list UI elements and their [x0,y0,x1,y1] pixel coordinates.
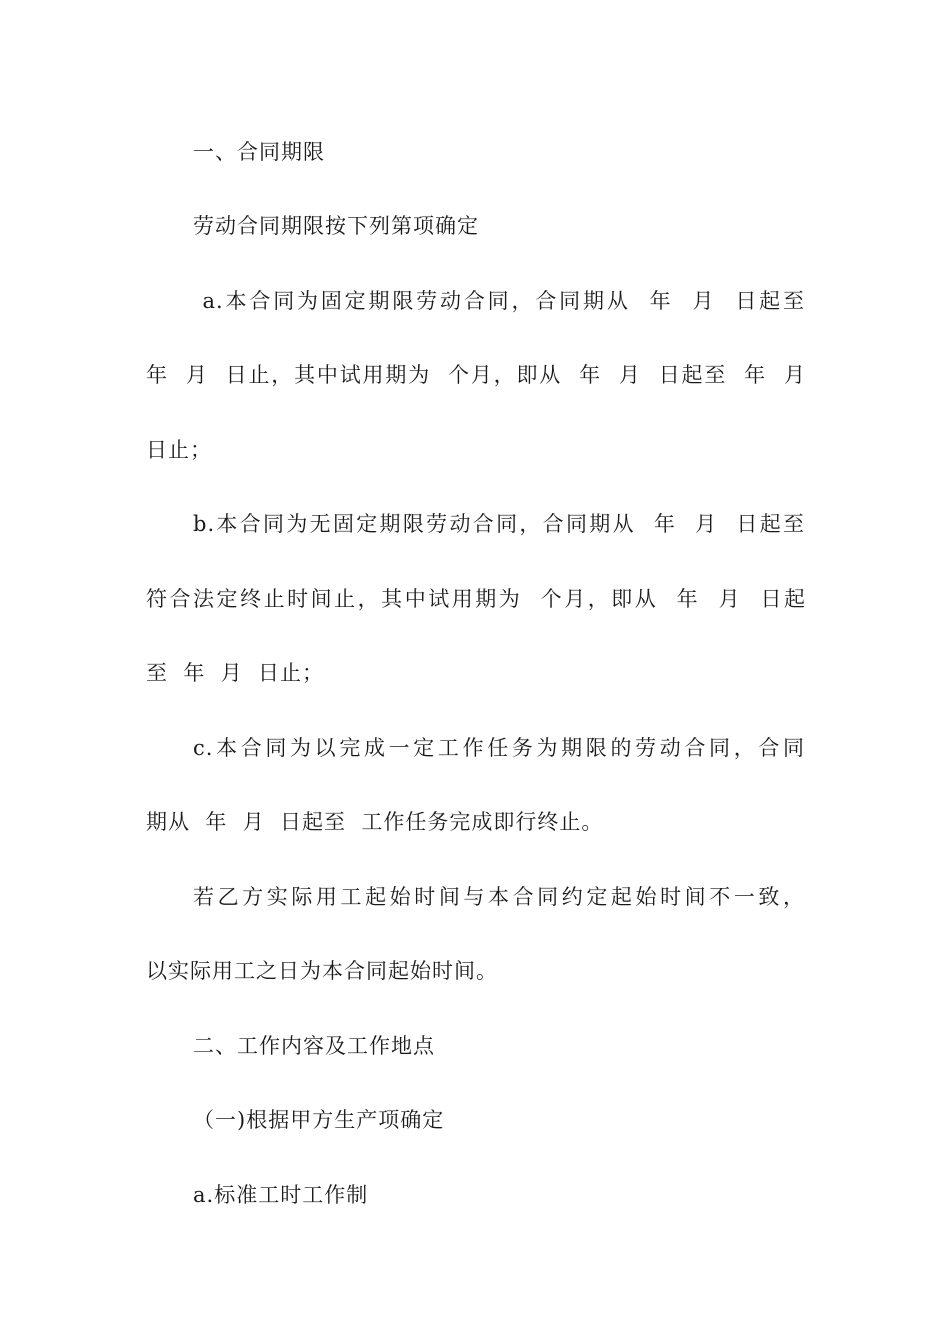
paragraph-option-b-line1: b.本合同为无固定期限劳动合同，合同期从 年 月 日起至 [193,512,805,536]
paragraph-start-date-line1: 若乙方实际用工起始时间与本合同约定起始时间不一致， [193,885,805,909]
section-heading-work-content: 二、工作内容及工作地点 [193,1034,435,1058]
paragraph-option-a-line1: a.本合同为固定期限劳动合同，合同期从 年 月 日起至 [193,289,805,313]
section-heading-contract-term: 一、合同期限 [193,140,325,164]
paragraph-option-c-line1: c.本合同为以完成一定工作任务为期限的劳动合同，合同 [193,736,805,760]
list-item-standard-hours: a.标准工时工作制 [193,1183,369,1207]
paragraph-option-a-line3: 日止； [146,438,212,462]
paragraph-option-b-line3: 至 年 月 日止； [146,661,325,685]
paragraph-option-b-line2: 符合法定终止时间止，其中试用期为 个月，即从 年 月 日起 [146,587,806,611]
paragraph-option-a-line2: 年 月 日止，其中试用期为 个月，即从 年 月 日起至 年 月 [146,363,806,387]
paragraph-term-intro: 劳动合同期限按下列第项确定 [193,214,479,238]
subsection-heading-production: （一)根据甲方生产项确定 [193,1108,445,1132]
paragraph-option-c-line2: 期从 年 月 日起至 工作任务完成即行终止。 [146,810,604,834]
paragraph-start-date-line2: 以实际用工之日为本合同起始时间。 [146,959,498,983]
